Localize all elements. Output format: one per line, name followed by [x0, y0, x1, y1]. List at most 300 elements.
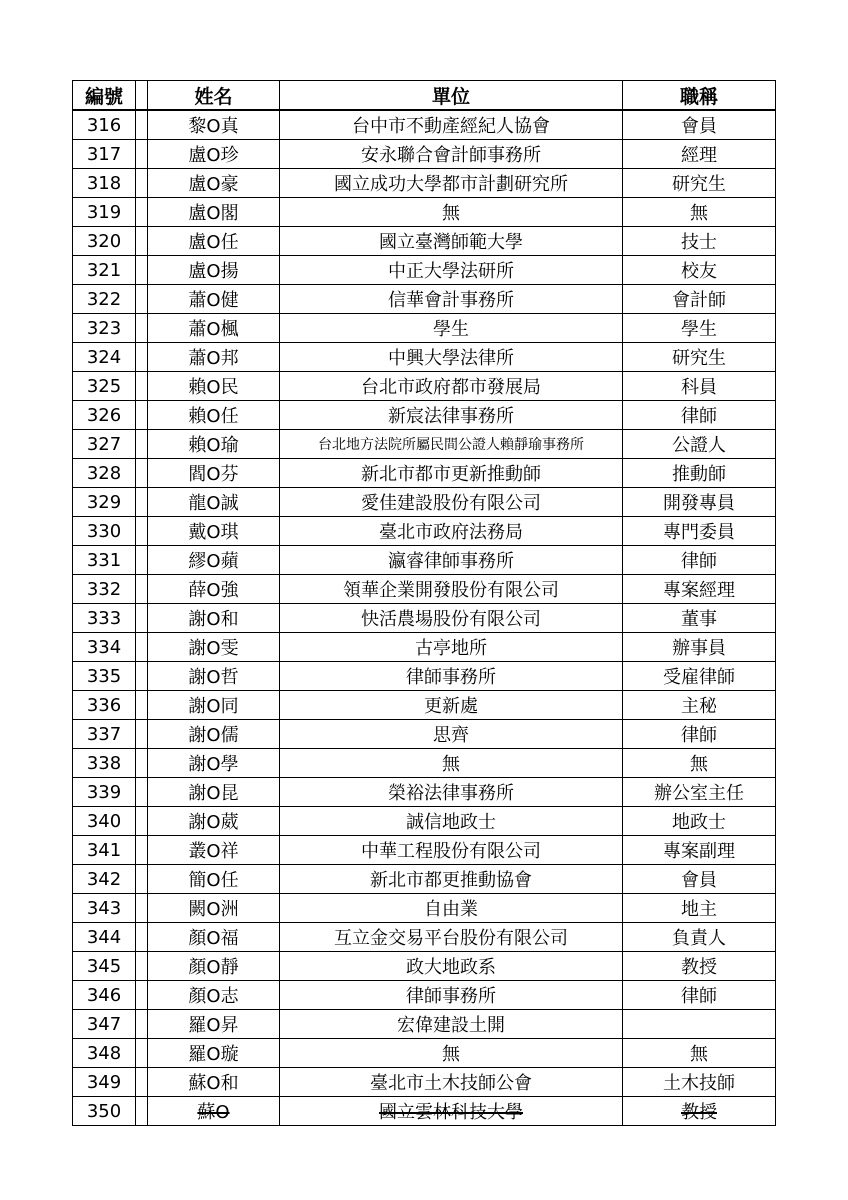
row-gap: [136, 198, 148, 227]
row-number: [73, 894, 136, 923]
header-name: 姓名: [148, 81, 280, 111]
row-unit: [280, 1039, 623, 1068]
row-number: [73, 372, 136, 401]
row-name-text: 謝O雯: [188, 638, 239, 659]
row-name-text: 蕭O楓: [188, 319, 239, 340]
row-gap: [136, 1010, 148, 1039]
table-row: [73, 923, 776, 952]
row-number-text: 331: [86, 549, 122, 571]
row-name-text: 賴O瑜: [188, 435, 239, 456]
row-number-text: 334: [86, 636, 122, 658]
row-unit-text: 思齊: [433, 725, 469, 746]
row-name: [148, 662, 280, 691]
row-number: [73, 430, 136, 459]
row-unit: [280, 865, 623, 894]
row-unit-text: 瀛睿律師事務所: [388, 551, 514, 572]
row-unit-text: 國立臺灣師範大學: [379, 232, 523, 253]
table-row: [73, 285, 776, 314]
row-number: [73, 1039, 136, 1068]
row-title: [623, 1039, 776, 1068]
row-name: [148, 198, 280, 227]
row-unit: [280, 633, 623, 662]
row-number-text: 323: [86, 317, 122, 339]
row-number-text: 327: [86, 433, 122, 455]
row-title-text: 會計師: [672, 290, 726, 311]
header-unit: 單位: [280, 81, 623, 111]
row-title: [623, 749, 776, 778]
row-number: [73, 1068, 136, 1097]
row-unit: [280, 256, 623, 285]
table-row: [73, 952, 776, 981]
table-row: [73, 981, 776, 1010]
row-number: [73, 836, 136, 865]
row-name-text: 黎O真: [188, 116, 239, 137]
row-unit: [280, 343, 623, 372]
row-name: [148, 749, 280, 778]
row-number-text: 345: [86, 955, 122, 977]
row-unit: [280, 923, 623, 952]
row-name-text: 謝O和: [188, 609, 239, 630]
row-gap: [136, 430, 148, 459]
row-unit-text: 更新處: [424, 696, 478, 717]
row-gap: [136, 633, 148, 662]
table-row: [73, 459, 776, 488]
row-unit-text: 新北市都更推動協會: [370, 870, 532, 891]
row-name-text: 賴O任: [188, 406, 239, 427]
row-name-text: 闕O洲: [188, 899, 239, 920]
row-number-text: 349: [86, 1071, 122, 1093]
row-gap: [136, 256, 148, 285]
row-number: [73, 1010, 136, 1039]
table-row: [73, 488, 776, 517]
row-unit: [280, 778, 623, 807]
row-name-text: 羅O昇: [188, 1015, 239, 1036]
row-number: [73, 285, 136, 314]
row-unit-text: 無: [442, 203, 460, 224]
row-title-text: 研究生: [672, 174, 726, 195]
row-unit: [280, 372, 623, 401]
table-header-row: [73, 81, 776, 111]
row-number: [73, 662, 136, 691]
row-gap: [136, 691, 148, 720]
row-number-text: 342: [86, 868, 122, 890]
row-number-text: 333: [86, 607, 122, 629]
row-gap: [136, 749, 148, 778]
row-title-text: 經理: [681, 145, 717, 166]
row-title-text: 教授: [681, 1102, 717, 1123]
row-name: [148, 894, 280, 923]
row-number: [73, 314, 136, 343]
row-gap: [136, 865, 148, 894]
row-title: [623, 894, 776, 923]
row-name: [148, 865, 280, 894]
row-unit: [280, 952, 623, 981]
row-unit-text: 無: [442, 754, 460, 775]
row-gap: [136, 546, 148, 575]
row-number-text: 336: [86, 694, 122, 716]
row-title-text: 無: [690, 1044, 708, 1065]
row-name-text: 蕭O健: [188, 290, 239, 311]
table-row: [73, 836, 776, 865]
row-title-text: 負責人: [672, 928, 726, 949]
row-number: [73, 110, 136, 140]
row-title-text: 律師: [681, 986, 717, 1007]
row-name: [148, 372, 280, 401]
row-name: [148, 604, 280, 633]
row-unit-text: 學生: [433, 319, 469, 340]
row-unit: [280, 894, 623, 923]
row-title: [623, 807, 776, 836]
row-gap: [136, 575, 148, 604]
row-title: [623, 488, 776, 517]
row-unit: [280, 749, 623, 778]
row-name-text: 羅O璇: [188, 1044, 239, 1065]
row-unit: [280, 1097, 623, 1126]
row-gap: [136, 314, 148, 343]
row-gap: [136, 923, 148, 952]
row-name: [148, 720, 280, 749]
row-gap: [136, 343, 148, 372]
row-name: [148, 807, 280, 836]
row-number: [73, 952, 136, 981]
row-gap: [136, 778, 148, 807]
table-row: [73, 604, 776, 633]
row-number-text: 324: [86, 346, 122, 368]
row-number-text: 338: [86, 752, 122, 774]
row-name-text: 謝O哲: [188, 667, 239, 688]
row-title-text: 教授: [681, 957, 717, 978]
row-gap: [136, 894, 148, 923]
row-unit-text: 臺北市政府法務局: [379, 522, 523, 543]
row-unit-text: 無: [442, 1044, 460, 1065]
row-unit-text: 誠信地政士: [406, 812, 496, 833]
row-number-text: 321: [86, 259, 122, 281]
row-gap: [136, 110, 148, 140]
row-name-text: 戴O琪: [188, 522, 239, 543]
table-row: [73, 140, 776, 169]
row-number: [73, 807, 136, 836]
row-title-text: 董事: [681, 609, 717, 630]
row-name-text: 薛O強: [188, 580, 239, 601]
row-name-text: 閻O芬: [188, 464, 239, 485]
row-title: [623, 778, 776, 807]
row-unit: [280, 140, 623, 169]
header-gap: [136, 81, 148, 111]
row-unit: [280, 546, 623, 575]
table-row: [73, 198, 776, 227]
row-name-text: 盧O豪: [188, 174, 239, 195]
row-name-text: 龍O誠: [188, 493, 239, 514]
table-row: [73, 1010, 776, 1039]
row-unit-text: 中興大學法律所: [388, 348, 514, 369]
row-title: [623, 227, 776, 256]
table-row: [73, 314, 776, 343]
row-unit: [280, 1010, 623, 1039]
row-unit-text: 國立雲林科技大學: [379, 1102, 523, 1123]
row-number-text: 348: [86, 1042, 122, 1064]
row-name: [148, 169, 280, 198]
table-row: [73, 807, 776, 836]
row-name: [148, 836, 280, 865]
row-title: [623, 923, 776, 952]
row-number-text: 325: [86, 375, 122, 397]
row-number-text: 319: [86, 201, 122, 223]
row-title: [623, 110, 776, 140]
table-row: [73, 256, 776, 285]
row-unit: [280, 836, 623, 865]
row-number-text: 326: [86, 404, 122, 426]
row-name: [148, 633, 280, 662]
row-number-text: 332: [86, 578, 122, 600]
table-body: [73, 110, 776, 1126]
table-row: [73, 1097, 776, 1126]
row-unit-text: 台北市政府都市發展局: [361, 377, 541, 398]
row-name-text: 顏O福: [188, 928, 239, 949]
row-name: [148, 1097, 280, 1126]
table-row: [73, 894, 776, 923]
row-unit: [280, 314, 623, 343]
row-title: [623, 430, 776, 459]
row-title-text: 專門委員: [663, 522, 735, 543]
row-title: [623, 836, 776, 865]
row-unit: [280, 981, 623, 1010]
row-title-text: 學生: [681, 319, 717, 340]
row-title-text: 土木技師: [663, 1073, 735, 1094]
row-gap: [136, 227, 148, 256]
row-title-text: 專案經理: [663, 580, 735, 601]
row-gap: [136, 140, 148, 169]
row-title-text: 無: [690, 203, 708, 224]
row-title: [623, 546, 776, 575]
row-title: [623, 1097, 776, 1126]
row-number-text: 341: [86, 839, 122, 861]
row-title-text: 地政士: [672, 812, 726, 833]
table-row: [73, 110, 776, 140]
row-title-text: 地主: [681, 899, 717, 920]
table-row: [73, 749, 776, 778]
row-number: [73, 459, 136, 488]
row-unit-text: 臺北市土木技師公會: [370, 1073, 532, 1094]
row-number-text: 318: [86, 172, 122, 194]
row-title-text: 律師: [681, 406, 717, 427]
row-unit-text: 古亭地所: [415, 638, 487, 659]
row-number-text: 346: [86, 984, 122, 1006]
row-unit-text: 律師事務所: [406, 986, 496, 1007]
row-number: [73, 691, 136, 720]
table-row: [73, 691, 776, 720]
row-title-text: 辦事員: [672, 638, 726, 659]
row-unit-text: 快活農場股份有限公司: [361, 609, 541, 630]
row-title-text: 主秘: [681, 696, 717, 717]
row-title-text: 推動師: [672, 464, 726, 485]
table-row: [73, 343, 776, 372]
row-name: [148, 1039, 280, 1068]
row-name-text: 盧O任: [188, 232, 239, 253]
row-unit: [280, 227, 623, 256]
row-title-text: 專案副理: [663, 841, 735, 862]
row-name-text: 賴O民: [188, 377, 239, 398]
row-number-text: 347: [86, 1013, 122, 1035]
table-row: [73, 778, 776, 807]
row-gap: [136, 401, 148, 430]
row-number: [73, 343, 136, 372]
row-unit: [280, 169, 623, 198]
row-unit: [280, 430, 623, 459]
row-number-text: 317: [86, 143, 122, 165]
row-unit-text: 台中市不動產經紀人協會: [352, 116, 550, 137]
row-number-text: 329: [86, 491, 122, 513]
row-number-text: 344: [86, 926, 122, 948]
row-gap: [136, 517, 148, 546]
row-unit: [280, 198, 623, 227]
row-name-text: 謝O同: [188, 696, 239, 717]
row-number: [73, 256, 136, 285]
row-name-text: 謝O學: [188, 754, 239, 775]
row-title: [623, 662, 776, 691]
row-name-text: 蘇O和: [188, 1073, 239, 1094]
row-title: [623, 1010, 776, 1039]
row-number-text: 335: [86, 665, 122, 687]
row-gap: [136, 459, 148, 488]
row-name: [148, 1010, 280, 1039]
row-number-text: 339: [86, 781, 122, 803]
row-number: [73, 488, 136, 517]
row-unit: [280, 1068, 623, 1097]
row-title-text: 科員: [681, 377, 717, 398]
table-row: [73, 401, 776, 430]
row-title: [623, 604, 776, 633]
row-unit-text: 愛佳建設股份有限公司: [361, 493, 541, 514]
table-row: [73, 517, 776, 546]
row-gap: [136, 981, 148, 1010]
row-name-text: 謝O儒: [188, 725, 239, 746]
row-unit: [280, 604, 623, 633]
row-number: [73, 401, 136, 430]
row-name: [148, 343, 280, 372]
header-title: 職稱: [623, 81, 776, 111]
row-number-text: 320: [86, 230, 122, 252]
row-gap: [136, 1068, 148, 1097]
row-number: [73, 633, 136, 662]
row-unit-text: 信華會計事務所: [388, 290, 514, 311]
row-unit: [280, 459, 623, 488]
row-unit-text: 自由業: [424, 899, 478, 920]
row-gap: [136, 836, 148, 865]
row-number: [73, 517, 136, 546]
row-name: [148, 691, 280, 720]
row-title-text: 公證人: [672, 435, 726, 456]
row-name: [148, 517, 280, 546]
row-title-text: 受雇律師: [663, 667, 735, 688]
header-number: 編號: [73, 81, 136, 111]
row-number: [73, 923, 136, 952]
table-row: [73, 372, 776, 401]
row-number: [73, 1097, 136, 1126]
row-number: [73, 778, 136, 807]
row-number-text: 340: [86, 810, 122, 832]
row-unit-text: 新宸法律事務所: [388, 406, 514, 427]
row-unit-text: 領華企業開發股份有限公司: [343, 580, 559, 601]
row-gap: [136, 662, 148, 691]
row-number: [73, 140, 136, 169]
row-unit-text: 榮裕法律事務所: [388, 783, 514, 804]
table-row: [73, 865, 776, 894]
row-title: [623, 517, 776, 546]
row-title: [623, 285, 776, 314]
row-title: [623, 169, 776, 198]
row-gap: [136, 372, 148, 401]
row-gap: [136, 1039, 148, 1068]
row-title: [623, 343, 776, 372]
row-name-text: 蘇O: [197, 1102, 230, 1123]
row-title-text: 會員: [681, 116, 717, 137]
row-title-text: 會員: [681, 870, 717, 891]
row-title-text: 律師: [681, 551, 717, 572]
row-title-text: 開發專員: [663, 493, 735, 514]
row-name-text: 謝O葳: [188, 812, 239, 833]
table-row: [73, 575, 776, 604]
row-title: [623, 981, 776, 1010]
row-title: [623, 720, 776, 749]
row-name: [148, 256, 280, 285]
table-row: [73, 169, 776, 198]
row-number: [73, 227, 136, 256]
row-unit: [280, 517, 623, 546]
row-number-text: 350: [86, 1100, 122, 1122]
row-gap: [136, 1097, 148, 1126]
row-number: [73, 198, 136, 227]
row-unit: [280, 575, 623, 604]
row-unit: [280, 401, 623, 430]
row-name-text: 盧O揚: [188, 261, 239, 282]
row-unit-text: 中華工程股份有限公司: [361, 841, 541, 862]
row-name: [148, 314, 280, 343]
row-name: [148, 1068, 280, 1097]
row-name: [148, 430, 280, 459]
row-unit-text: 政大地政系: [406, 957, 496, 978]
row-gap: [136, 488, 148, 517]
row-number-text: 330: [86, 520, 122, 542]
row-title: [623, 952, 776, 981]
row-unit: [280, 807, 623, 836]
table-row: [73, 227, 776, 256]
row-name-text: 顏O志: [188, 986, 239, 1007]
row-name-text: 簡O任: [188, 870, 239, 891]
row-unit-text: 互立金交易平台股份有限公司: [334, 928, 568, 949]
row-gap: [136, 285, 148, 314]
row-name: [148, 546, 280, 575]
row-number: [73, 981, 136, 1010]
table-row: [73, 633, 776, 662]
row-name: [148, 459, 280, 488]
row-number: [73, 604, 136, 633]
row-unit-text: 律師事務所: [406, 667, 496, 688]
row-title: [623, 198, 776, 227]
row-title: [623, 865, 776, 894]
row-unit-text: 台北地方法院所屬民間公證人賴靜瑜事務所: [318, 437, 584, 453]
row-unit: [280, 285, 623, 314]
row-name-text: 蕭O邦: [188, 348, 239, 369]
row-number: [73, 169, 136, 198]
row-title-text: 律師: [681, 725, 717, 746]
row-unit-text: 新北市都市更新推動師: [361, 464, 541, 485]
table-row: [73, 662, 776, 691]
row-unit-text: 國立成功大學都市計劃研究所: [334, 174, 568, 195]
row-name: [148, 110, 280, 140]
row-name: [148, 981, 280, 1010]
table-row: [73, 720, 776, 749]
row-title-text: 研究生: [672, 348, 726, 369]
